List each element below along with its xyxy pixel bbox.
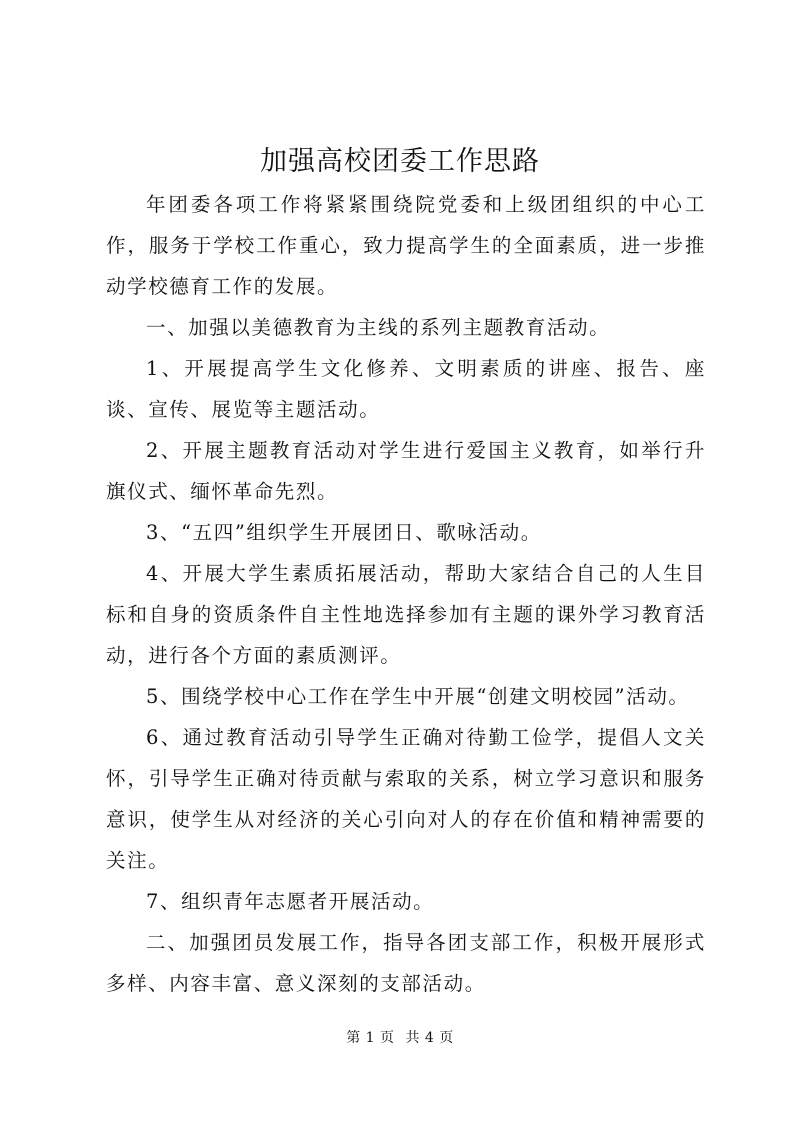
paragraph-item-1: 1、开展提高学生文化修养、文明素质的讲座、报告、座谈、宣传、展览等主题活动。 xyxy=(106,357,706,421)
document-body xyxy=(106,184,706,1004)
paragraph-intro: 年团委各项工作将紧紧围绕院党委和上级团组织的中心工作，服务于学校工作重心，致力提高学生的全面素质，进一步推动学校德育工作的发展。 xyxy=(106,193,706,298)
paragraph-item-3: 3、“五四”组织学生开展团日、歌咏活动。 xyxy=(145,521,542,544)
page-footer xyxy=(0,1028,800,1048)
page-total: 共 4 页 xyxy=(405,1030,454,1046)
paragraph-item-5: 5、围绕学校中心工作在学生中开展“创建文明校园”活动。 xyxy=(145,685,690,708)
document-title: 加强高校团委工作思路 xyxy=(260,146,540,177)
paragraph-section-2: 二、加强团员发展工作，指导各团支部工作，积极开展形式多样、内容丰富、意义深刻的支部活动。 xyxy=(106,931,706,995)
paragraph-item-2: 2、开展主题教育活动对学生进行爱国主义教育，如举行升旗仪式、缅怀革命先烈。 xyxy=(106,439,706,503)
page-number: 第 1 页 xyxy=(346,1030,395,1046)
paragraph-section-1: 一、加强以美德教育为主线的系列主题教育活动。 xyxy=(145,316,611,339)
paragraph-item-6: 6、通过教育活动引导学生正确对待勤工俭学，提倡人文关怀，引导学生正确对待贡献与索取的关系，树立学习意识和服务意识，使学生从对经济的关心引向对人的存在价值和精神需要的关注。 xyxy=(106,726,706,872)
paragraph-item-7: 7、组织青年志愿者开展活动。 xyxy=(145,890,435,913)
paragraph-item-4: 4、开展大学生素质拓展活动，帮助大家结合自己的人生目标和自身的资质条件自主性地选择参加有主题的课外学习教育活动，进行各个方面的素质测评。 xyxy=(106,562,706,667)
